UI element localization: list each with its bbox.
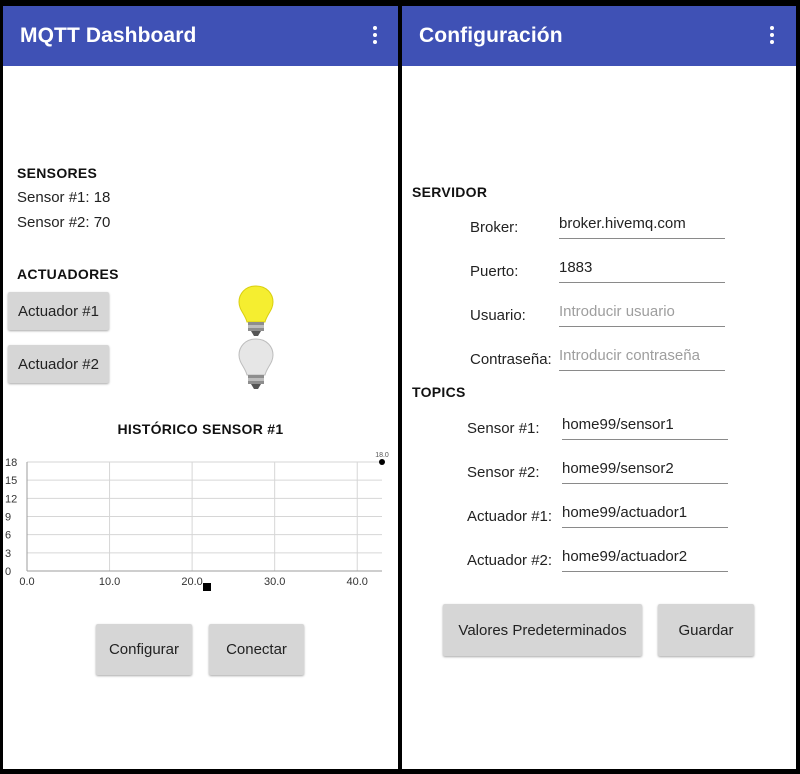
sensor2-value: Sensor #2: 70	[17, 214, 111, 231]
topic-actuator1-label: Actuador #1:	[467, 508, 553, 525]
topic-sensor2-value: home99/sensor2	[562, 460, 674, 477]
save-button[interactable]: Guardar	[658, 604, 754, 656]
data-point-label: 18.0	[375, 452, 389, 459]
password-label: Contraseña:	[470, 351, 552, 368]
lightbulb-off-icon	[237, 337, 275, 391]
overflow-menu-icon[interactable]	[372, 26, 378, 46]
actuators-heading: ACTUADORES	[17, 266, 119, 282]
configuration-screen	[402, 6, 796, 769]
port-label: Puerto:	[470, 263, 519, 280]
legend-marker	[203, 583, 211, 591]
actuator1-button[interactable]: Actuador #1	[8, 292, 109, 330]
y-tick-label: 3	[5, 547, 12, 560]
connect-button[interactable]: Conectar	[209, 624, 304, 675]
y-tick-label: 18	[5, 457, 18, 469]
topic-actuator2-label: Actuador #2:	[467, 552, 553, 569]
user-input[interactable]	[559, 302, 725, 327]
sensor1-value: Sensor #1: 18	[17, 189, 111, 206]
app-title: MQTT Dashboard	[20, 24, 197, 47]
port-input-value: 1883	[559, 259, 593, 276]
x-tick-label: 40.0	[346, 576, 368, 588]
port-input[interactable]	[559, 258, 725, 283]
x-tick-label: 10.0	[98, 576, 121, 588]
x-tick-label: 0.0	[19, 576, 35, 588]
topic-actuator1-value: home99/actuador1	[562, 504, 688, 521]
topic-sensor1-input[interactable]	[562, 415, 728, 440]
data-point	[379, 459, 385, 465]
topic-sensor2-label: Sensor #2:	[467, 464, 540, 481]
dashboard-screen	[3, 6, 398, 769]
x-tick-label: 20.0	[181, 576, 203, 588]
topic-sensor1-value: home99/sensor1	[562, 416, 674, 433]
broker-input[interactable]	[559, 214, 725, 239]
actuator2-button[interactable]: Actuador #2	[8, 345, 109, 383]
defaults-button[interactable]: Valores Predeterminados	[443, 604, 642, 656]
sensor-history-chart	[3, 449, 398, 599]
overflow-menu-icon[interactable]	[769, 26, 775, 46]
topic-actuator2-value: home99/actuador2	[562, 548, 688, 565]
y-tick-label: 12	[5, 493, 18, 506]
y-tick-label: 6	[5, 529, 12, 542]
y-tick-label: 15	[5, 475, 18, 488]
app-bar	[3, 6, 398, 66]
y-tick-label: 9	[5, 511, 12, 524]
chart-title: HISTÓRICO SENSOR #1	[117, 421, 284, 437]
configure-button[interactable]: Configurar	[96, 624, 192, 675]
broker-input-value: broker.hivemq.com	[559, 215, 686, 232]
x-tick-label: 30.0	[263, 576, 286, 588]
topic-actuator1-input[interactable]	[562, 503, 728, 528]
screen-title: Configuración	[419, 24, 563, 47]
broker-label: Broker:	[470, 219, 519, 236]
y-tick-label: 0	[5, 566, 12, 578]
user-label: Usuario:	[470, 307, 526, 324]
topic-sensor1-label: Sensor #1:	[467, 420, 540, 437]
topic-actuator2-input[interactable]	[562, 547, 728, 572]
password-input-placeholder: Introducir contraseña	[559, 347, 700, 364]
server-heading: SERVIDOR	[412, 184, 488, 200]
sensors-heading: SENSORES	[17, 165, 98, 181]
password-input[interactable]	[559, 346, 725, 371]
lightbulb-on-icon	[237, 284, 275, 338]
topic-sensor2-input[interactable]	[562, 459, 728, 484]
user-input-placeholder: Introducir usuario	[559, 303, 675, 320]
app-bar	[402, 6, 796, 66]
topics-heading: TOPICS	[412, 384, 466, 400]
